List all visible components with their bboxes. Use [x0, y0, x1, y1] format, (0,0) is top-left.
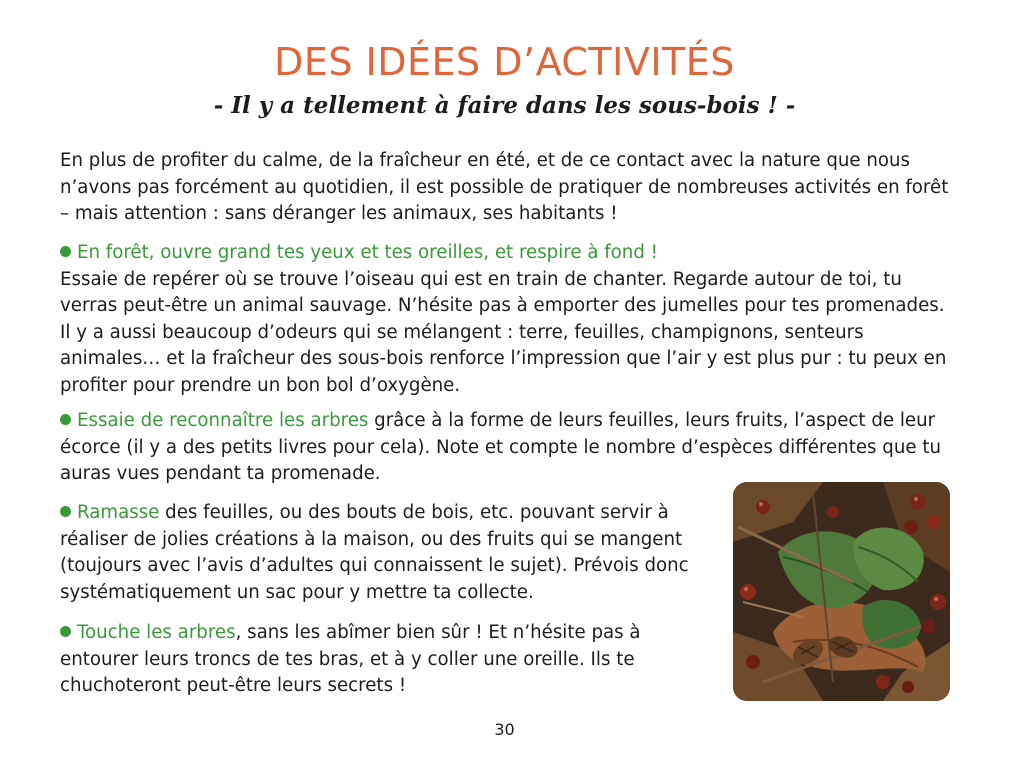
page-title: DES IDÉES D’ACTIVITÉS: [274, 40, 735, 84]
intro-paragraph: En plus de profiter du calme, de la fraîcheur en été, et de ce contact avec la nature que nous n’avons pas forcément au quotidien, il est possible de pratiquer de nombreuses activités en forêt – mais attention : sans déranger les animaux, ses habitants !: [60, 150, 949, 224]
bullet-icon: [60, 626, 71, 637]
page-subtitle: - Il y a tellement à faire dans les sous-bois ! -: [213, 92, 796, 119]
activity-listen-text: Essaie de repérer où se trouve l’oiseau qui est en train de chanter. Regarde autour de toi, tu verras peut-être un animal sauvage. N’hésite pas à emporter des jumelles pour tes promenades. Il y a aussi beaucoup d’odeurs qui se mélangent : terre, feuilles, champignons, senteurs animales… et la fraîcheur des sous-bois renforce l’impression que l’air y est plus pur : tu peux en profiter pour prendre un bon bol d’oxygène.: [60, 268, 947, 396]
page-number: 30: [494, 720, 515, 739]
activity-collect-text: des feuilles, ou des bouts de bois, etc. pouvant servir à réaliser de jolies créations à la maison, ou des fruits qui se mangent (toujours avec l’avis d’adultes qui connaissent le sujet). Prévois donc systématiquement un sac pour y mettre ta collecte.: [60, 502, 689, 603]
bullet-icon: [60, 414, 71, 425]
activity-collect-paragraph: [60, 500, 700, 606]
activity-listen-paragraph: [60, 240, 960, 399]
activity-listen-highlight: En forêt, ouvre grand tes yeux et tes oreilles, et respire à fond !: [77, 242, 658, 263]
bullet-icon: [60, 506, 71, 517]
activity-touch-paragraph: [60, 620, 700, 700]
activity-trees-paragraph: [60, 408, 960, 488]
activity-trees-text: grâce à la forme de leurs feuilles, leurs fruits, l’aspect de leur écorce (il y a des petits livres pour cela). Note et compte le nombre d’espèces différentes que tu auras vues pendant ta promenade.: [60, 410, 941, 484]
activity-trees-highlight: Essaie de reconnaître les arbres: [77, 410, 369, 431]
activity-touch-text: , sans les abîmer bien sûr ! Et n’hésite pas à entourer leurs troncs de tes bras, et à y coller une oreille. Ils te chuchoteront peut-être leurs secrets !: [60, 622, 641, 696]
activity-collect-highlight: Ramasse: [77, 502, 160, 523]
bullet-icon: [60, 246, 71, 257]
activity-touch-highlight: Touche les arbres: [77, 622, 236, 643]
forest-collection-photo: [733, 482, 950, 701]
